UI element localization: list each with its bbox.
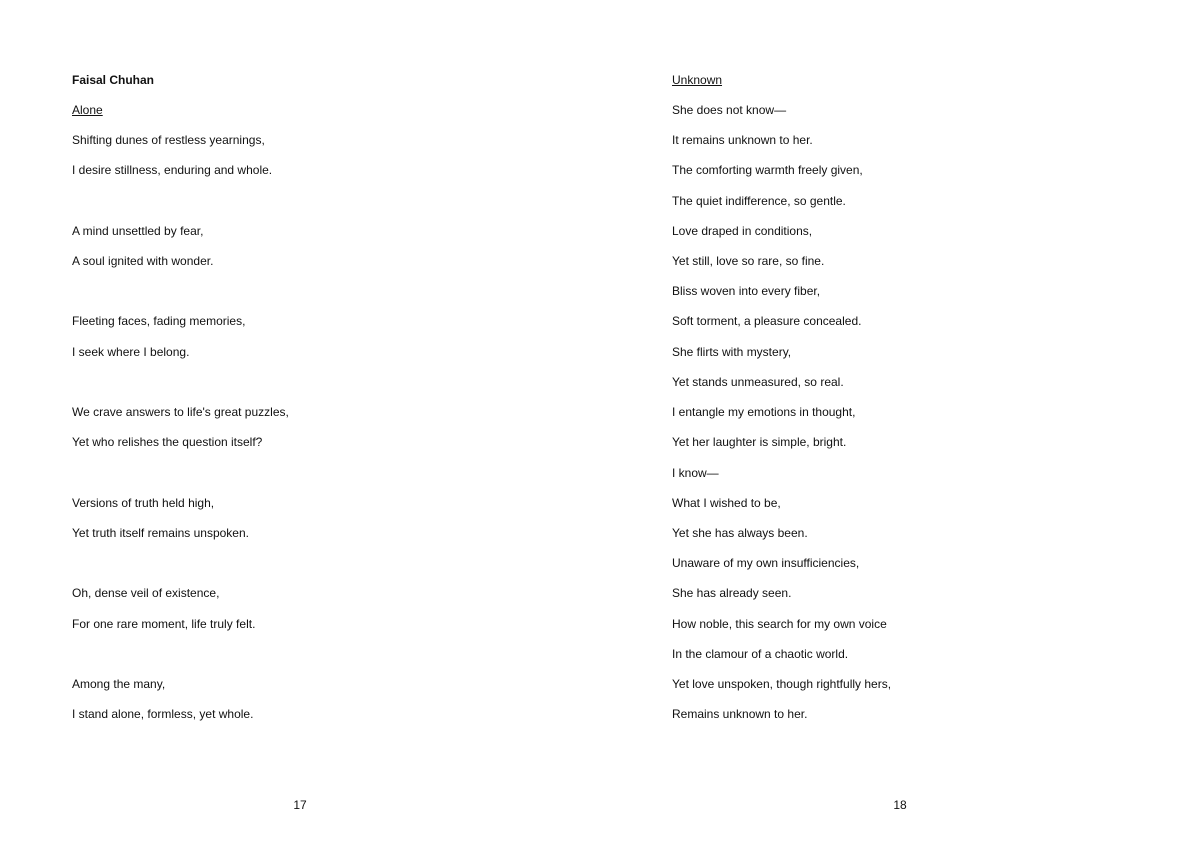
poem-line: I stand alone, formless, yet whole.	[72, 707, 254, 721]
poem-line: She does not know—	[672, 103, 787, 117]
poem-line: Yet her laughter is simple, bright.	[672, 435, 847, 449]
poem-line: Love draped in conditions,	[672, 224, 813, 238]
poem-line: Yet truth itself remains unspoken.	[72, 526, 249, 540]
poem-line: How noble, this search for my own voice	[672, 617, 887, 631]
poem-line: Oh, dense veil of existence,	[72, 586, 220, 600]
page-number: 17	[293, 798, 307, 812]
poem-line: What I wished to be,	[672, 496, 781, 510]
poem-line: Fleeting faces, fading memories,	[72, 314, 246, 328]
poem-line: I seek where I belong.	[72, 345, 190, 359]
right-page	[600, 0, 1200, 849]
poem-line: Unaware of my own insufficiencies,	[672, 556, 860, 570]
poem-line: She flirts with mystery,	[672, 345, 792, 359]
page-number: 18	[893, 798, 907, 812]
poem-line: Yet still, love so rare, so fine.	[672, 254, 825, 268]
poem-title: Alone	[72, 103, 103, 117]
poem-line: Shifting dunes of restless yearnings,	[72, 133, 265, 147]
poem-line: Among the many,	[72, 677, 166, 691]
poem-line: Yet stands unmeasured, so real.	[672, 375, 844, 389]
poem-line: She has already seen.	[672, 586, 792, 600]
poem-line: The comforting warmth freely given,	[672, 163, 863, 177]
poem-line: In the clamour of a chaotic world.	[672, 647, 849, 661]
poem-line: A soul ignited with wonder.	[72, 254, 214, 268]
poem-line: Yet love unspoken, though rightfully hers,	[672, 677, 892, 691]
poem-line: We crave answers to life's great puzzles,	[72, 405, 289, 419]
poem-line: For one rare moment, life truly felt.	[72, 617, 256, 631]
poem-line: I desire stillness, enduring and whole.	[72, 163, 273, 177]
poem-line: Yet who relishes the question itself?	[72, 435, 263, 449]
poem-line: Remains unknown to her.	[672, 707, 808, 721]
poem-line: The quiet indifference, so gentle.	[672, 194, 846, 208]
poem-line: I entangle my emotions in thought,	[672, 405, 856, 419]
poem-line: Soft torment, a pleasure concealed.	[672, 314, 862, 328]
poem-line: Versions of truth held high,	[72, 496, 215, 510]
poem-author: Faisal Chuhan	[72, 73, 155, 87]
poem-line: It remains unknown to her.	[672, 133, 813, 147]
poem-line: A mind unsettled by fear,	[72, 224, 204, 238]
poem-line: Bliss woven into every fiber,	[672, 284, 821, 298]
poem-title: Unknown	[672, 73, 723, 87]
poem-line: I know—	[672, 466, 719, 480]
poem-line: Yet she has always been.	[672, 526, 808, 540]
